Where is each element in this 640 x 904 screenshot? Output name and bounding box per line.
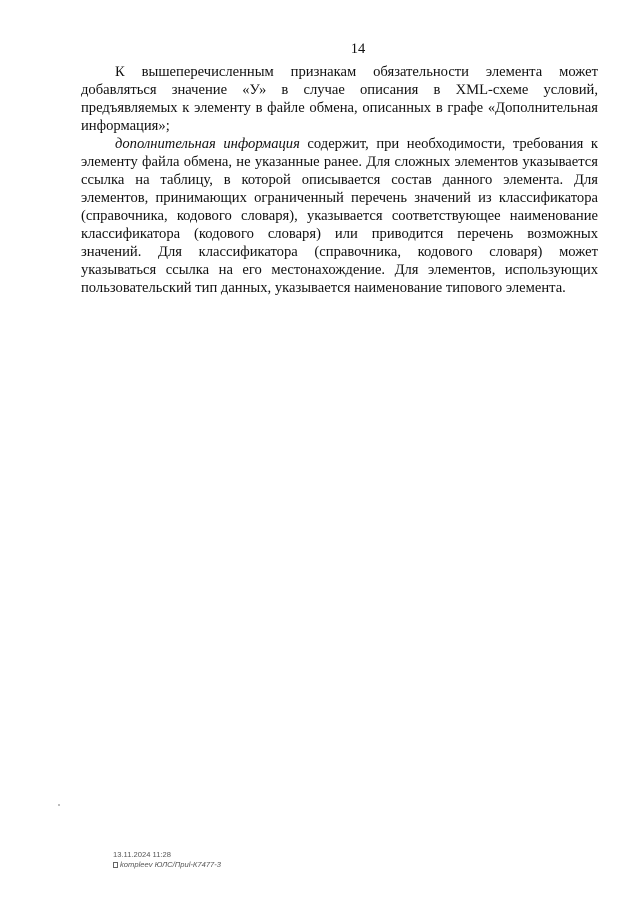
footer-path: kompleev ЮЛС/Приl-К7477-3 — [120, 860, 222, 869]
document-footer — [113, 850, 221, 870]
footer-timestamp: 13.11.2024 11:28 — [113, 850, 171, 859]
document-body — [81, 63, 598, 297]
paragraph-additional-info — [81, 135, 598, 297]
defined-term: дополнительная информация — [115, 136, 300, 152]
paragraph-obligation-note — [81, 63, 598, 135]
page-number: 14 — [350, 41, 366, 57]
document-icon — [113, 862, 118, 868]
scan-speck — [58, 804, 60, 806]
paragraph-text: содержит, при необходимости, требования к элементу файла обмена, не указанные ранее. Для сложных элементов указывается ссылка на таблицу, в которой описывается состав данного элемента. Для элементов, принимающих ограниченный перечень значений из классификатора (справочника, кодового словаря), указывается соответствующее наименование классификатора (кодового словаря) или приводится перечень возможных значений. Для классификатора (справочника, кодового словаря) может указываться ссылка на его местонахождение. Для элементов, использующих пользовательский тип данных, указывается наименование типового элемента. — [81, 136, 599, 296]
paragraph-text: К вышеперечисленным признакам обязательности элемента может добавляться значение «У» в случае описания в XML-схеме условий, предъявляемых к элементу в файле обмена, описанных в графе «Дополнительная информация»; — [81, 64, 598, 134]
footer-path-line — [113, 860, 221, 870]
